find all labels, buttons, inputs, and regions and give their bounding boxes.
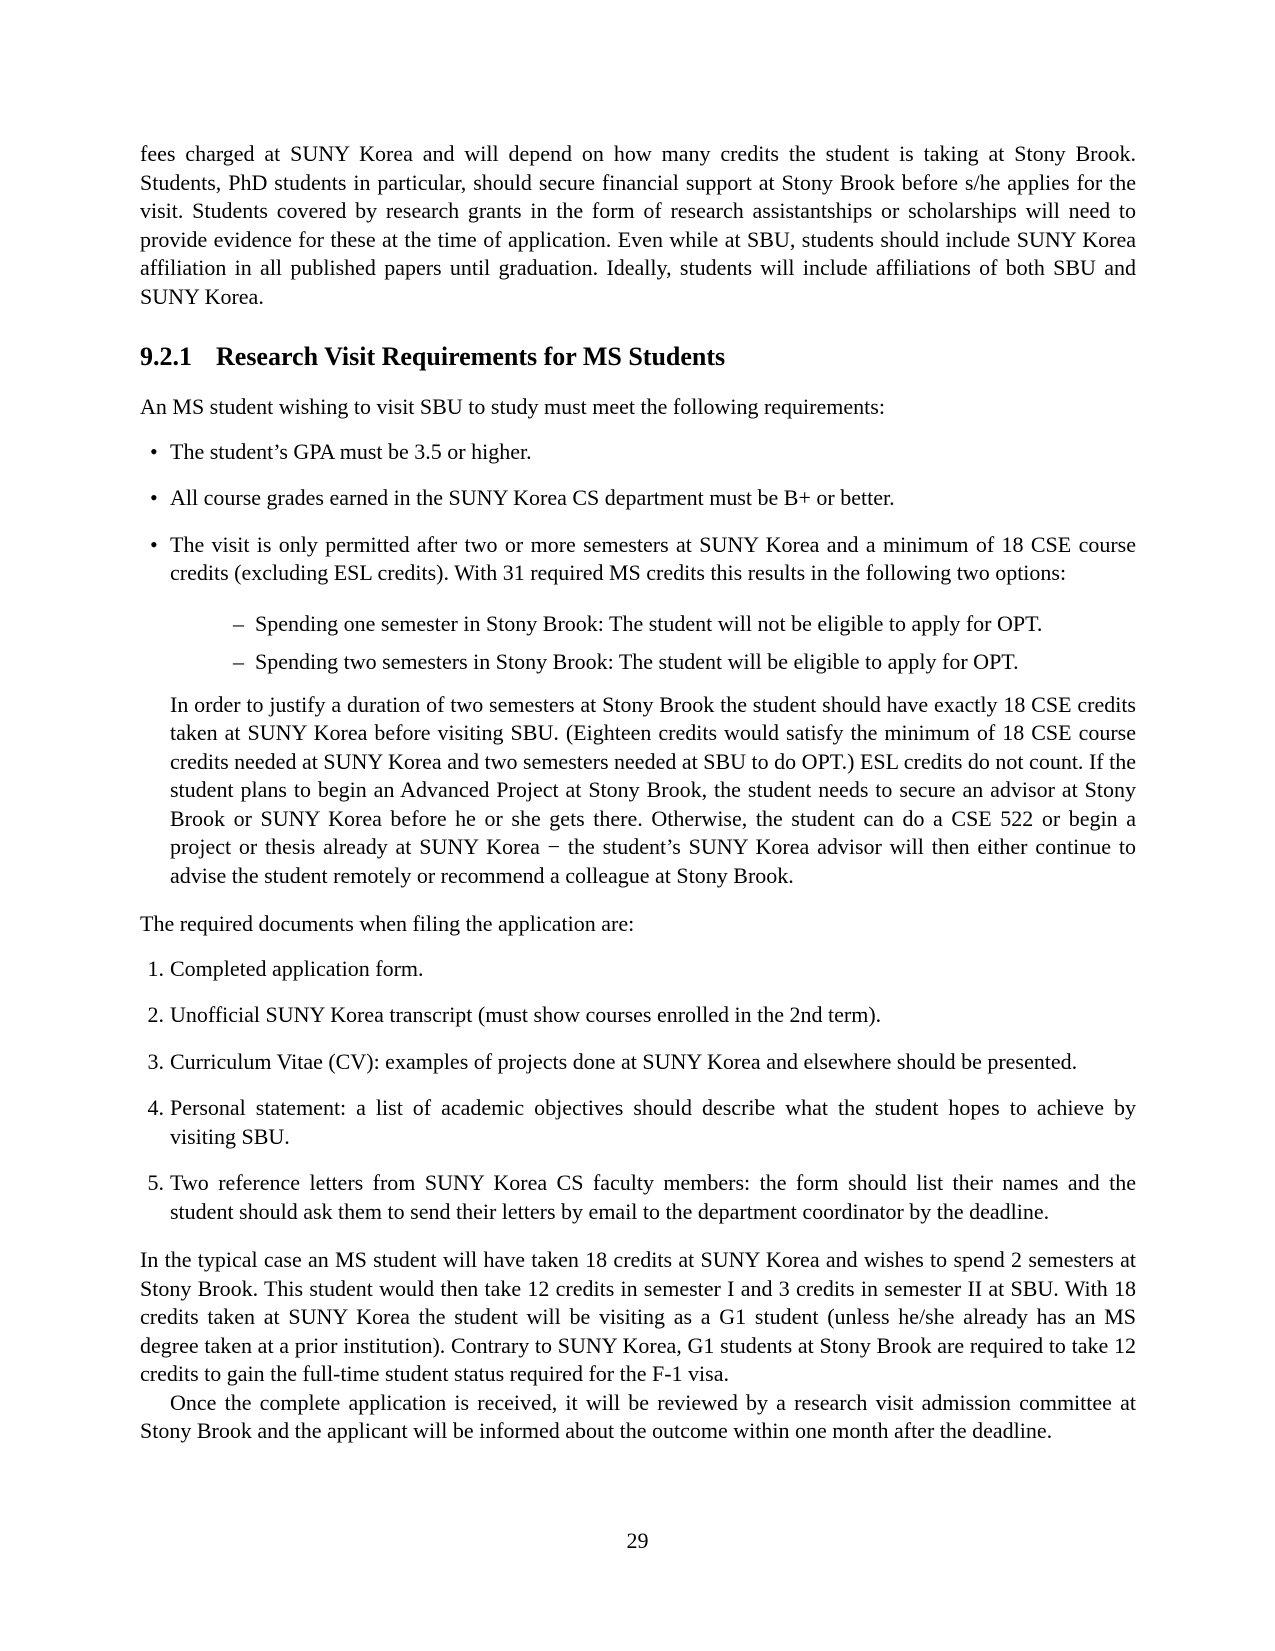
list-item <box>147 1048 1136 1077</box>
dash-icon: – <box>233 610 244 636</box>
item-number: 5. <box>147 1170 164 1195</box>
page-number: 29 <box>626 1528 649 1553</box>
list-item <box>147 1169 1136 1226</box>
list-item <box>233 610 1136 639</box>
option-text: Spending two semesters in Stony Brook: The student will be eligible to apply for OPT. <box>255 649 1019 674</box>
intro-paragraph: fees charged at SUNY Korea and will depend on how many credits the student is taking at Stony Brook. Students, PhD students in particular, should secure financial support at Stony Brook before s/he applies for the visit. Students covered by research grants in the form of research assistantships or scholarships will need to provide evidence for these at the time of application. Even while at SBU, students should include SUNY Korea affiliation in all published papers until graduation. Ideally, students will include affiliations of both SBU and SUNY Korea. <box>140 141 1136 309</box>
list-item <box>147 955 1136 984</box>
documents-list <box>140 955 1136 1227</box>
requirement-text: The visit is only permitted after two or more semesters at SUNY Korea and a minimum of 18 CSE course credits (excluding ESL credits). With 31 required MS credits this results in the following two options: <box>170 531 1136 585</box>
document-text: Personal statement: a list of academic objectives should describe what the student hopes to achieve by visiting SBU. <box>170 1095 1136 1149</box>
list-item <box>233 648 1136 677</box>
item-number: 1. <box>147 955 164 981</box>
item-number: 4. <box>147 1095 164 1120</box>
option-text: Spending one semester in Stony Brook: The student will not be eligible to apply for OPT. <box>255 610 1043 636</box>
list-item <box>147 1094 1136 1151</box>
bullet-icon: • <box>150 438 158 464</box>
document-text: Unofficial SUNY Korea transcript (must show courses enrolled in the 2nd term). <box>170 1002 882 1027</box>
section-heading <box>140 341 1136 373</box>
list-item <box>147 1001 1136 1030</box>
options-sublist <box>170 610 1136 677</box>
bullet-icon: • <box>150 485 158 510</box>
requirement-text: The student’s GPA must be 3.5 or higher. <box>170 438 532 464</box>
document-text: Curriculum Vitae (CV): examples of projects done at SUNY Korea and elsewhere should be presented. <box>170 1048 1078 1074</box>
requirements-list <box>140 438 1136 891</box>
list-item <box>150 438 1136 467</box>
requirement-text: All course grades earned in the SUNY Korea CS department must be B+ or better. <box>170 485 895 510</box>
document-text: Completed application form. <box>170 955 424 981</box>
requirements-intro: An MS student wishing to visit SBU to study must meet the following requirements: <box>140 394 885 419</box>
item-number: 3. <box>147 1048 164 1074</box>
dash-icon: – <box>233 649 244 674</box>
requirement-note-paragraph: In order to justify a duration of two semesters at Stony Brook the student should have exactly 18 CSE credits taken at SUNY Korea before visiting SBU. (Eighteen credits would satisfy the minimum of 18 CSE course credits needed at SUNY Korea and two semesters needed at SBU to do OPT.) ESL credits do not count. If the student plans to begin an Advanced Project at Stony Brook, the student needs to secure an advisor at Stony Brook or SUNY Korea before he or she gets there. Otherwise, the student can do a CSE 522 or begin a project or thesis already at SUNY Korea − the student’s SUNY Korea advisor will then either continue to advise the student remotely or recommend a colleague at Stony Brook. <box>170 691 1136 888</box>
list-item <box>150 531 1136 891</box>
documents-intro: The required documents when filing the application are: <box>140 911 635 936</box>
bullet-icon: • <box>150 531 158 557</box>
closing-paragraph: Once the complete application is received, it will be reviewed by a research visit admission committee at Stony Brook and the applicant will be informed about the outcome within one month after the deadline. <box>140 1389 1136 1443</box>
section-number: 9.2.1 <box>140 342 192 371</box>
document-text: Two reference letters from SUNY Korea CS faculty members: the form should list their names and the student should ask them to send their letters by email to the department coordinator by the deadline. <box>170 1170 1136 1224</box>
item-number: 2. <box>147 1002 164 1027</box>
page-content <box>140 140 1136 1446</box>
closing-paragraph: In the typical case an MS student will have taken 18 credits at SUNY Korea and wishes to spend 2 semesters at Stony Brook. This student would then take 12 credits in semester I and 3 credits in semester II at SBU. With 18 credits taken at SUNY Korea the student will be visiting as a G1 student (unless he/she already has an MS degree taken at a prior institution). Contrary to SUNY Korea, G1 students at Stony Brook are required to take 12 credits to gain the full-time student status required for the F-1 visa. <box>140 1247 1136 1386</box>
section-title: Research Visit Requirements for MS Students <box>216 342 726 371</box>
list-item <box>150 484 1136 513</box>
